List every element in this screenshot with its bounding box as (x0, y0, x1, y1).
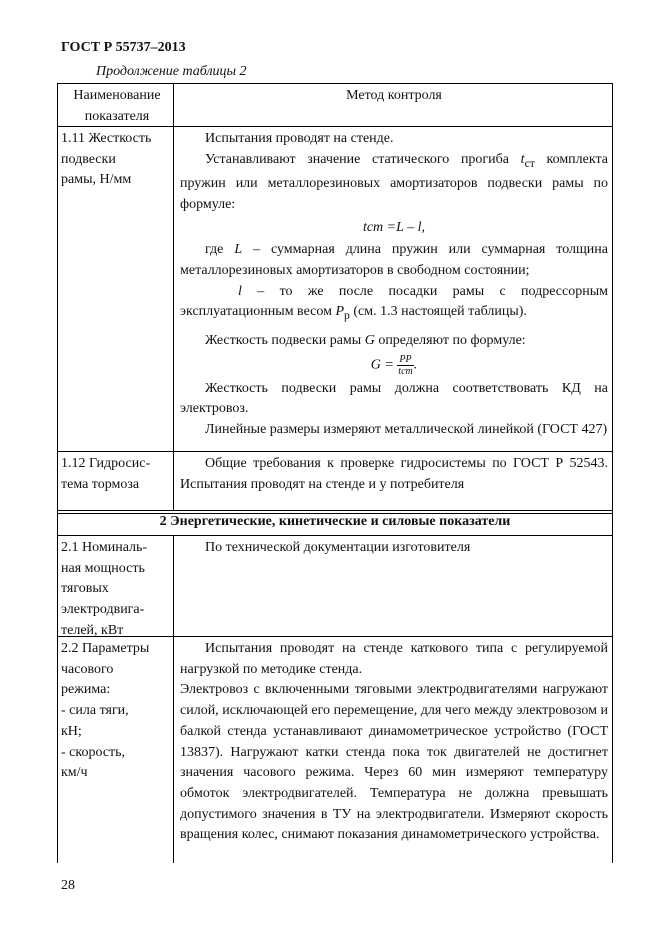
row-name-line: телей, кВт (61, 622, 124, 638)
row-name-1-11 (61, 129, 173, 191)
text-run: где (205, 242, 235, 258)
row-name-2-1 (61, 538, 173, 642)
paragraph: Общие требования к проверке гидросистемы по ГОСТ Р 52543. Испытания проводят на стенде и у потребителя (180, 456, 608, 492)
column-header-method: Метод контроля (346, 88, 442, 103)
row-name-line: тяговых (61, 581, 109, 597)
row-name-line: км/ч (61, 765, 88, 781)
subscript: ст (524, 156, 535, 170)
fraction-numerator: PP (397, 354, 413, 366)
paragraph: Испытания проводят на стенде каткового типа с регулируемой нагрузкой по методике стенда. (180, 641, 608, 677)
paragraph: Электровоз с включенными тяговыми электродвигателями нагружают силой, исключающей его перемещение, для чего между электровозом и балкой стенда устанавливают динамометрическое устройство (ГОСТ 13837). Нагружают катки стенда пока ток двигателей не достигнет значения часового режима. Через 60 мин измеряют температуру обмоток электродвигателей. Температура не должна превышать допустимого значения в ТУ на электродвигатели. Измеряют скорость вращения колес, снимают показания динамометрического устройства. (180, 682, 608, 843)
symbol: G (364, 332, 375, 348)
symbol: l (238, 283, 242, 299)
row-divider (57, 510, 613, 511)
row-name-line: тема тормоза (61, 476, 140, 492)
row-name-line: рамы, Н/мм (61, 172, 132, 188)
paragraph: По технической документации изготовителя (205, 540, 471, 555)
symbol: P (335, 304, 345, 320)
row-method-2-2 (180, 639, 608, 846)
row-name-line: ная мощность (61, 560, 145, 576)
paragraph: Жесткость подвески рамы должна соответствовать КД на электровоз. (180, 380, 608, 417)
row-name-line: - скорость, (61, 744, 126, 760)
table-border-left (57, 83, 58, 863)
row-name-line: кН; (61, 723, 82, 739)
table-border-right (612, 83, 613, 863)
paragraph (180, 150, 608, 216)
paragraph (180, 282, 608, 327)
row-name-line: - сила тяги, (61, 703, 129, 719)
formula-stiffness (180, 354, 608, 377)
section-heading: 2 Энергетические, кинетические и силовые показатели (159, 514, 511, 529)
subscript: р (344, 309, 350, 323)
text-run: Жесткость подвески рамы (205, 332, 365, 348)
column-header-line: Наименование (73, 88, 161, 103)
text-run: определяют по формуле: (374, 332, 526, 348)
formula-end: . (413, 357, 418, 373)
row-name-line: электродвига- (61, 602, 145, 618)
row-name-line: 1.11 Жесткость (61, 131, 152, 146)
table-continuation-label: Продолжение таблицы 2 (96, 64, 247, 79)
paragraph (180, 240, 608, 281)
row-name-line: 2.2 Параметры (61, 641, 150, 656)
column-header-name (61, 86, 173, 127)
row-name-line: 1.12 Гидросис- (61, 456, 151, 471)
row-name-line: подвески (61, 151, 116, 167)
row-divider (57, 451, 613, 452)
document-id: ГОСТ Р 55737–2013 (61, 40, 186, 55)
row-method-1-12 (180, 454, 608, 495)
row-name-line: часового (61, 661, 114, 677)
text-run: – суммарная длина пружин или суммарная толщина металлорезиновых амортизаторов в свободном состоянии; (180, 242, 608, 279)
fraction-denominator: tст (398, 365, 413, 377)
text-run: – то же после посадки рамы с подрессорным эксплуатационным весом (180, 283, 608, 320)
table-border-top (57, 83, 613, 84)
row-name-line: 2.1 Номиналь- (61, 540, 148, 555)
row-divider (57, 535, 613, 536)
text-run: Устанавливают значение статического прогиба (205, 151, 521, 167)
text-run: комплекта пружин или металлорезиновых амортизаторов подвески рамы по формуле: (180, 151, 608, 212)
fraction (397, 354, 413, 377)
column-divider (173, 83, 174, 511)
paragraph: Испытания проводят на стенде. (205, 131, 394, 146)
column-header-line: показателя (84, 108, 150, 124)
row-name-2-2 (61, 639, 173, 784)
paragraph (180, 331, 608, 352)
row-name-line: режима: (61, 682, 111, 698)
row-method-1-11 (180, 129, 608, 441)
formula-lhs: G = (370, 357, 394, 373)
column-divider (173, 535, 174, 863)
symbol: L (234, 242, 243, 258)
text-run: (см. 1.3 настоящей таблицы). (349, 304, 527, 320)
formula-static-deflection: tст =L – l, (362, 219, 426, 235)
row-method-2-1 (180, 538, 608, 559)
paragraph: Линейные размеры измеряют металлической линейкой (ГОСТ 427) (205, 422, 608, 438)
symbol: t (520, 151, 525, 167)
page-number: 28 (61, 878, 75, 893)
row-name-1-12 (61, 454, 173, 495)
